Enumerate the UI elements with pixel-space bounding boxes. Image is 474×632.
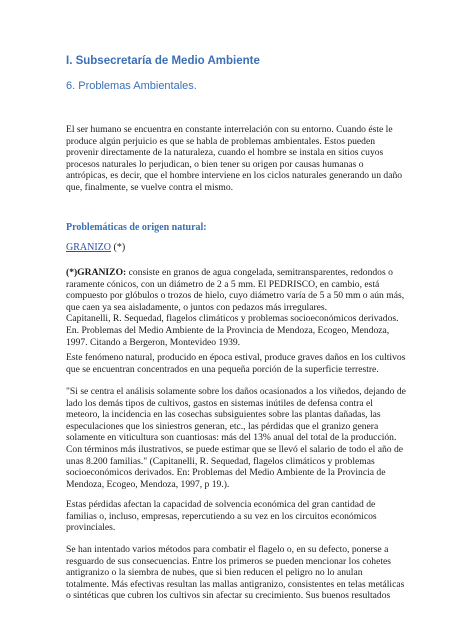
granizo-entry xyxy=(66,242,125,253)
text-line: que caen ya sea aisladamente, o juntos con pedazos más irregulares. xyxy=(66,301,328,313)
methods-paragraph xyxy=(66,544,416,602)
text-line: raramente cónicos, con un diámetro de 2 a 5 mm. El PEDRISCO, en cambio, está xyxy=(66,278,380,290)
text-line: compuesto por glóbulos o trozos de hielo, cuyo diámetro varía de 5 a 50 mm o aún más, xyxy=(66,290,405,302)
text-line: Mendoza, Ecogeo, Mendoza, 1997, p 19.). xyxy=(66,478,230,490)
text-line: Capitanelli, R. Sequedad, flagelos climáticos y problemas socioeconómicos derivados. xyxy=(66,313,399,325)
section-title: Problemáticas de origen natural: xyxy=(66,222,207,233)
text-line: meteoro, la incidencia en las cosechas subsiguientes sobre las plantas dañadas, las xyxy=(66,409,381,421)
text-line: provenir directamente de la naturaleza, cuando el hombre se instala en sitios cuyos xyxy=(66,147,384,159)
text-line: antigranizo o la siembra de nubes, que si bien reducen el peligro no lo anulan xyxy=(66,567,363,579)
text-line: solamente en viticultura son cuantiosas: más del 13% anual del total de la producción. xyxy=(66,432,397,444)
quote-paragraph xyxy=(66,386,416,490)
text-line: En. Problemas del Medio Ambiente de la Provincia de Mendoza, Ecogeo, Mendoza, xyxy=(66,324,390,336)
text-line: lado los demás tipos de cultivos, gastos en sistemas inútiles de defensa contra el xyxy=(66,397,373,409)
granizo-definition xyxy=(66,267,416,348)
text-line: familias o, incluso, empresas, repercutiendo a su vez en los circuitos económicos xyxy=(66,510,377,522)
text-line: que se encuentran concentrados en una pequeña porción de la superficie terrestre. xyxy=(66,363,379,375)
footnote-marker: (*) xyxy=(111,242,126,253)
text-line: Con términos más ilustrativos, se puede estimar que se llevó el salario de todo el año de xyxy=(66,443,404,455)
text-line: Se han intentado varios métodos para combatir el flagelo o, en su defecto, ponerse a xyxy=(66,544,389,555)
text-line: "Si se centra el análisis solamente sobre los daños ocasionados a los viñedos, dejando de xyxy=(66,386,406,397)
text-line: El ser humano se encuentra en constante interrelación con su entorno. Cuando éste le xyxy=(66,124,393,135)
text-line: que, finalmente, se vuelve contra el mismo. xyxy=(66,181,234,193)
text-line: Este fenómeno natural, producido en época estival, produce graves daños en los cultivos xyxy=(66,352,406,363)
text-line: especulaciones que los siniestros generan, etc., las pérdidas que el granizo genera xyxy=(66,420,379,432)
text-line: procesos naturales lo perjudican, o bien tener su origen por causas humanas o xyxy=(66,158,364,170)
definition-term: (*)GRANIZO: xyxy=(66,267,127,278)
text-line: antrópicas, es decir, que el hombre interviene en los ciclos naturales generando un daño xyxy=(66,170,403,182)
phenomenon-paragraph xyxy=(66,352,416,375)
text-line: provinciales. xyxy=(66,522,116,534)
text-line: 1997. Citando a Bergeron, Montevideo 1939. xyxy=(66,336,241,348)
text-line: o sintéticas que cubren los cultivos sin afectar su crecimiento. Sus buenos resultados xyxy=(66,590,391,602)
granizo-link[interactable]: GRANIZO xyxy=(66,242,111,253)
text-line: socioeconómicos derivados. En: Problemas del Medio Ambiente de la Provincia de xyxy=(66,467,386,479)
text-line: unas 8.200 familias." (Capitanelli, R. Sequedad, flagelos climáticos y problemas xyxy=(66,455,375,467)
text-line: totalmente. Más efectivas resultan las mallas antigranizo, consistentes en telas metálicas xyxy=(66,578,405,590)
definition-text: consiste en granos de agua congelada, semitransparentes, redondos o xyxy=(126,267,393,278)
text-line: produce algún perjuicio es que se habla de problemas ambientales. Estos pueden xyxy=(66,135,376,147)
losses-paragraph xyxy=(66,499,416,534)
section-subheading: 6. Problemas Ambientales. xyxy=(66,80,197,92)
text-line: Estas pérdidas afectan la capacidad de solvencia económica del gran cantidad de xyxy=(66,499,376,510)
text-line: resguardo de sus consecuencias. Entre los primeros se pueden mencionar los cohetes xyxy=(66,555,392,567)
text-line xyxy=(66,267,416,279)
page-heading: I. Subsecretaría de Medio Ambiente xyxy=(66,55,260,67)
intro-paragraph xyxy=(66,124,416,194)
